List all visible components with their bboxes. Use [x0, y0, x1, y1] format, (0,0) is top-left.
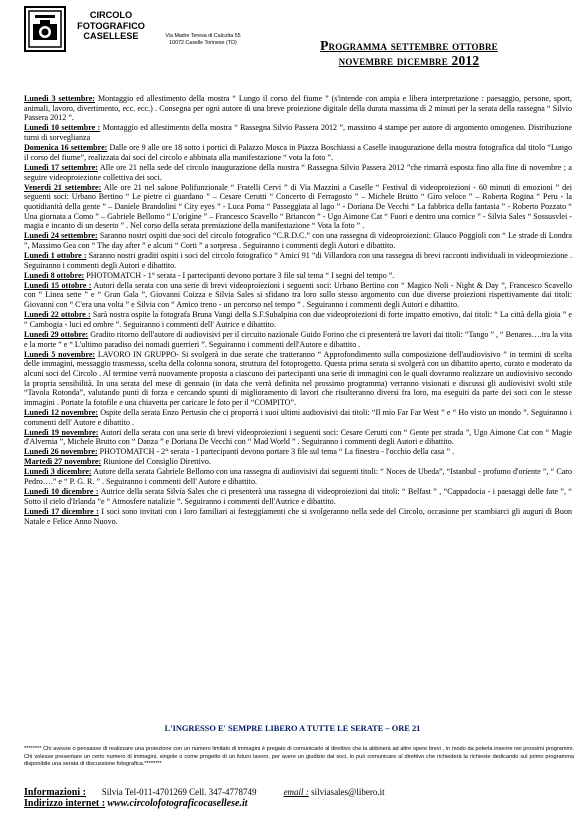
- event-date: Venerdì 21 settembre:: [24, 182, 102, 192]
- event-text: I soci sono invitati con i loro familiari ai festeggiamenti che si svolgeranno nella sede del Circolo, occasione per scambiarci gli auguri di Buon Natale e Felice Anno Nuovo.: [24, 506, 572, 526]
- camera-logo-icon: [28, 10, 62, 48]
- event-item: [24, 447, 572, 457]
- event-date: Domenica 16 settembre:: [24, 143, 108, 153]
- club-name-line: CASELLESE: [83, 31, 139, 41]
- club-name: [72, 10, 150, 42]
- event-text: Montaggio ed allestimento della mostra “ Lungo il corso del fiume ” (s'intende con ampia e libera interpretazione : paesaggio, persone, sport, animali, lavoro, divertimento, ecc. ecc.) . Consegna per ogni autore di una breve proiezione digitale della durata massima di 2 minuti per la serata della rassegna “ Silvio Passera 2012 ”.: [24, 94, 572, 123]
- event-date: Lunedì 15 ottobre :: [24, 280, 92, 290]
- club-name-line: FOTOGRAFICO: [77, 20, 145, 31]
- contact-line: [24, 787, 574, 798]
- event-text: Autori della serata con una serie di brevi videoproiezioni i seguenti soci: Cesare Cerutti con “ Gente per strada ”, Ugo Aimone Cat con “ Magie d'Alvernia ”, Michele Brutto con “ Danza ” e Doriana De Vecchi con “ Mad World ” . Seguiranno i commenti degli Autori e dibattito.: [24, 427, 572, 447]
- event-text: Ospite della serata Enzo Pertusio che ci proporrà i suoi ultimi audiovisivi dai titoli: “Il mio Far Far West ” e “ Ho visto un mondo ”. Seguiranno i commenti dell' Autore e dibattito .: [24, 408, 572, 427]
- event-item: [24, 408, 572, 427]
- event-item: [24, 350, 572, 408]
- entry-note: L'INGRESSO E' SEMPRE LIBERO A TUTTE LE SERATE – ORE 21: [164, 724, 421, 733]
- event-text: Montaggio ed allestimento della mostra “ Rassegna Silvio Passera 2012 ”, massimo 4 stampe per autore di argomento omogeneo. Distribuzione turni di sorveglianza: [24, 123, 572, 143]
- event-item: [24, 271, 572, 281]
- event-date: Lunedì 19 novembre:: [24, 427, 99, 437]
- event-item: [24, 428, 572, 447]
- event-item: [24, 251, 572, 270]
- event-text: Alle ore 21 nella sede del circolo inaugurazione della mostra “ Rassegna Silvio Passera 2012 ”che rimarrà esposta fino alla fine di novembre ; a seguire videoproiezione collettiva dei soci.: [24, 162, 572, 182]
- event-item: [24, 487, 572, 506]
- event-date: Lunedì 1 ottobre :: [24, 251, 87, 261]
- program-title-line: Programma settembre ottobre: [320, 38, 498, 53]
- event-text: Saranno nostri ospiti due soci del circolo fotografico “C.R.D.C.” con una rassegna di videoproiezioni: Glauco Poggioli con “ Le strade di Londra ”, Massimo Gea con “ The day after ” e alcuni “ Corti ” a sorpresa . Seguiranno i commenti degli Autori e dibattito.: [24, 231, 572, 251]
- info-label: Informazioni :: [24, 787, 86, 798]
- header: [0, 0, 585, 92]
- event-date: Lunedì 3 dicembre:: [24, 467, 92, 477]
- contact-info: [24, 787, 574, 809]
- club-logo: [24, 6, 66, 52]
- event-text: Sarà nostra ospite la fotografa Bruna Vangi della S.F.Subalpina con due videoproiezioni di forte impatto emotivo, dai titoli: “ La città della gioia ” e “ Cambogia - luci ed ombre ”. Seguiranno i commenti dell' Autrice e dibattito.: [24, 310, 573, 329]
- event-date: Lunedì 3 settembre:: [24, 94, 95, 103]
- event-item: [24, 457, 572, 467]
- event-item: [24, 143, 572, 162]
- event-date: Lunedì 24 settembre:: [24, 231, 98, 241]
- event-text: PHOTOMATCH - 1° serata - I partecipanti devono portare 3 file sul tema “ I segni del tempo ”.: [84, 270, 395, 280]
- event-date: Martedì 27 novembre:: [24, 457, 102, 467]
- event-date: Lunedì 10 settembre :: [24, 123, 101, 133]
- event-date: Lunedì 12 novembre:: [24, 408, 98, 418]
- website-link[interactable]: www.circolofotograficocasellese.it: [107, 798, 248, 809]
- event-item: [24, 163, 572, 182]
- event-item: [24, 467, 572, 486]
- web-label: Indirizzo internet :: [24, 798, 106, 809]
- event-list: [24, 94, 572, 527]
- event-text: PHOTOMATCH - 2° serata - I partecipanti devono portare 3 file sul tema “ La finestra - l'occhio della casa ” .: [97, 447, 455, 457]
- club-address: [148, 33, 258, 47]
- event-item: [24, 123, 572, 142]
- event-date: Lunedì 10 dicembre :: [24, 487, 99, 497]
- event-item: [24, 507, 572, 526]
- event-item: [24, 330, 572, 349]
- phone-contacts: Silvia Tel-011-4701269 Cell. 347-4778749: [101, 787, 257, 797]
- email-link[interactable]: silviasales@libero.it: [311, 787, 385, 797]
- event-text: Gradito ritorno dell'autore di audiovisivi per il circuito nazionale Guido Forino che ci presenterà tre lavori dai titoli: “Tango ” , “ Benares….tra la vita e la morte ” e “ L'ultimo paradiso dei nomadi guerrieri ”. Seguiranno i commenti dell'Autore e dibattito .: [24, 329, 572, 349]
- event-text: Autore della serata Gabriele Bellomo con una rassegna di audiovisivi dai seguenti titoli: “ Noces de Ubeda”, “Istanbul - profumo d'oriente ”, “ Caro Pedro….” e “ P. G. R. ” . Seguiranno i commenti dell' Autore e dibattito.: [24, 467, 572, 487]
- event-date: Lunedì 29 ottobre:: [24, 329, 89, 339]
- event-date: Lunedì 22 ottobre :: [24, 310, 91, 320]
- event-date: Lunedì 17 dicembre :: [24, 506, 99, 516]
- web-line: [24, 798, 574, 809]
- address-street: Via Madre Teresa di Calcutta 55: [165, 33, 241, 39]
- program-title: [282, 38, 536, 68]
- club-name-line: CIRCOLO: [89, 10, 133, 20]
- event-item: [24, 310, 572, 329]
- event-date: Lunedì 26 novembre:: [24, 447, 98, 457]
- email-label: email :: [283, 787, 309, 797]
- event-text: Riunione del Consiglio Direttivo.: [101, 457, 211, 467]
- event-date: Lunedì 17 settembre:: [24, 162, 98, 172]
- footnote: ******** Chi avesse o pensasse di realizzare una proiezione con un numero limitato di immagini è pregato di comunicarlo al direttivo che la abbinerà ad altre opere brevi , in modo da poterla inserire nei prossimi programmi. Chi volesse presentare un certo numero di immagini, singole o come progetto di un futuro lavoro, per avere un giudizio dai soci, lo può comunicare al direttivo che richiederà la richieste dedicando sul primo programma disponibile una serata di discussione fotografica.********: [24, 746, 574, 768]
- event-item: [24, 281, 572, 310]
- event-item: [24, 183, 572, 232]
- event-text: Dalle ore 9 alle ore 18 sotto i portici di Palazzo Mosca in Piazza Boschiassi a Caselle inaugurazione della mostra fotografica dal titolo “Lungo il corso del fiume”, realizzata dai soci del circolo e abbinata alla manifestazione “ vota la foto ”.: [24, 143, 572, 162]
- event-text: Alle ore 21 nel salone Polifunzionale “ Fratelli Cervi ” di Via Mazzini a Caselle “ Festival di videoproiezioni - 60 minuti di emozioni ” dei seguenti soci: Urbano Bertino “ Le pietre ci guardano ” – Cesare Cerutti “ Concerto di Ferragosto ” – Michele Brutto “ Giro veloce ” – Roberta Rogina “ Peru - la quotidianità della gente ” – Daniele Brandolini “ City eyes ” - Luca Poma “ Passeggiata al lago ” - Doriana De Vecchi “ La fabbrica della fantasia ” - Roberto Pozzato “ Una giornata a Como ” – Gabriele Bellomo “ L'origine ” – Francesco Scavello “ Briancon ” - Ugo Aimone Cat “ Fuori e dentro una cornice ” - Silvia Sales “ Sossusvlei - magia e incanto di un deserto ” . Nel corso della serata premiazione della manifestazione “ Vota la foto ” .: [24, 182, 572, 231]
- event-item: [24, 231, 572, 250]
- event-text: Autrice della serata Silvia Sales che ci presenterà una rassegna di videoproiezioni dai titoli: “ Belfast ” , “Cappadocia - i paesaggi delle fate ”, “ Sotto il cielo d'Irlanda ”e “ Atmosfere natalizie ”. Seguiranno i commenti dell'Autrice e dibattito.: [24, 487, 572, 506]
- event-date: Lunedì 5 novembre:: [24, 349, 96, 359]
- event-item: [24, 94, 572, 123]
- event-text: Autori della serata con una serie di brevi videoproiezioni i seguenti soci: Urbano Bertino con “ Magico Noli - Night & Day ”, Francesco Scavello con “ Linea sette ” e “ Gran Gala ”, Giovanni Coizza e Silvia Sales si sfidano tra loro sullo stesso argomento con due diverse proiezioni rispettivamente dai titoli: Giovanni con “ C'era una volta ” e Silvia con “ Amico treno - un percorso nel tempo ” . Seguiranno i commenti degli Autori e dibattito.: [24, 280, 572, 310]
- address-city: 10072 Caselle Torinese (TO): [169, 40, 237, 46]
- event-text: Saranno nostri graditi ospiti i soci del circolo fotografico “ Amici 91 ”di Villardora con una rassegna di brevi racconti individuali in videoproiezione . Seguiranno i commenti degli Autori e dibattito.: [24, 251, 573, 270]
- program-title-line: novembre dicembre 2012: [338, 53, 480, 68]
- event-text: LAVORO IN GRUPPO- Si svolgerà in due serate che tratteranno “ Approfondimento sulla composizione dell'audiovisivo ” in termini di scelta delle immagini, messaggio trasmesso, scelta della colonna sonora, struttura del fotoprogetto. Questa prima serata si svolgerà con un dibattito aperto, curato e moderato da alcuni soci del Circolo . Al termine verrà nuovamente proposta a ciascuno dei partecipanti una serie di immagini con le quali dovranno realizzare un audiovisivo secondo la propria sensibilità. In una serata del mese di gennaio (in data che verrà definita nel prossimo programma) verranno visionati e discussi gli audiovisivi svolti stile “Tavola Rotonda”, valutando punti di forza e cercando spunti di miglioramento di lavori che risulteranno diversi fra loro, ma eseguiti da parte dei soci con le stesse immagini . Portate la fotofile e una chiavetta per caricare le foto per il “COMPITO”.: [24, 349, 572, 408]
- event-date: Lunedì 8 ottobre:: [24, 270, 85, 280]
